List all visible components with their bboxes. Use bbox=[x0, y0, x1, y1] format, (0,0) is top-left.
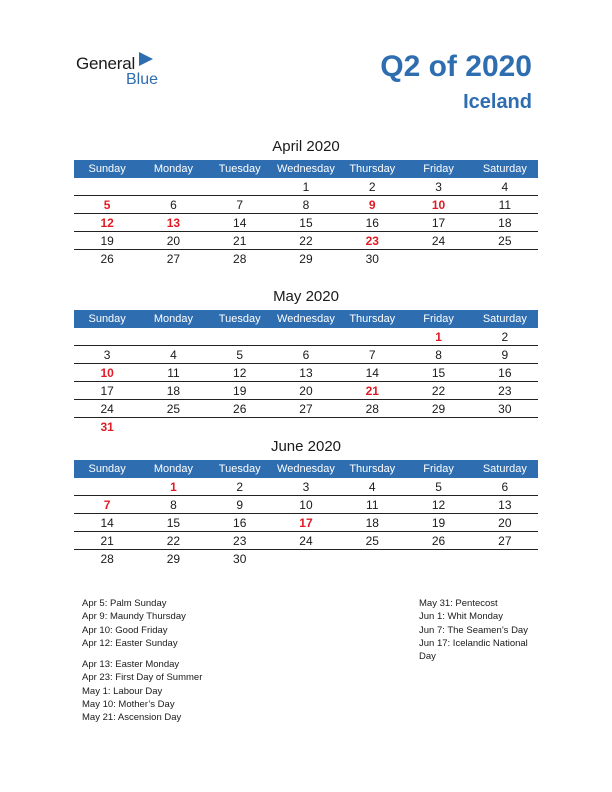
calendar-date: 24 bbox=[100, 402, 114, 416]
holiday-item: Apr 13: Easter Monday bbox=[82, 659, 180, 671]
weekday-label: Tuesday bbox=[218, 463, 261, 475]
calendar-date: 26 bbox=[100, 252, 114, 266]
holiday-item: May 10: Mother’s Day bbox=[82, 699, 175, 711]
calendar-date: 27 bbox=[498, 534, 512, 548]
holiday-list-right bbox=[419, 597, 528, 663]
calendar-date: 25 bbox=[365, 534, 379, 548]
calendar-date: 22 bbox=[431, 384, 446, 398]
calendar-date: 3 bbox=[103, 348, 111, 362]
calendar-date bbox=[472, 418, 538, 435]
month-title: June 2020 bbox=[270, 438, 342, 455]
calendar-date: 8 bbox=[435, 348, 442, 362]
weekday-label: Sunday bbox=[88, 313, 126, 325]
calendar-date: 21 bbox=[233, 234, 247, 248]
weekday-label: Thursday bbox=[349, 313, 396, 325]
weekday-label: Wednesday bbox=[277, 463, 335, 475]
week-row bbox=[74, 400, 538, 418]
calendar-date bbox=[405, 550, 471, 567]
weekday-label: Thursday bbox=[349, 463, 396, 475]
calendar-date bbox=[339, 418, 405, 435]
calendar-date bbox=[140, 328, 206, 345]
calendar-date bbox=[207, 418, 273, 435]
calendar-date: 2 bbox=[236, 480, 244, 494]
week-row bbox=[74, 250, 538, 267]
logo-text-blue: Blue bbox=[126, 71, 159, 88]
calendar-date: 7 bbox=[236, 198, 244, 212]
calendar-date bbox=[74, 328, 140, 345]
calendar-date: 17 bbox=[100, 384, 114, 398]
calendar-date: 27 bbox=[166, 252, 181, 266]
calendar-date: 2 bbox=[501, 330, 509, 344]
calendar-date: 15 bbox=[299, 216, 313, 230]
week-row bbox=[74, 364, 538, 382]
weekday-label: Wednesday bbox=[277, 313, 335, 325]
weekday-label: Monday bbox=[153, 313, 193, 325]
week-row bbox=[74, 514, 538, 532]
calendar-date: 24 bbox=[431, 234, 446, 248]
holiday-item: Jun 17: Icelandic National bbox=[419, 637, 528, 649]
month-title: April 2020 bbox=[272, 138, 340, 155]
calendar-date: 14 bbox=[233, 216, 247, 230]
calendar-date: 14 bbox=[365, 366, 379, 380]
holiday-item: Jun 7: The Seamen’s Day bbox=[419, 624, 528, 636]
calendar-date: 28 bbox=[100, 552, 114, 566]
calendar-date bbox=[339, 328, 405, 345]
weekday-label: Friday bbox=[423, 313, 454, 325]
calendar-date bbox=[140, 178, 206, 195]
holiday-item: Jun 1: Whit Monday bbox=[419, 611, 503, 623]
calendar-date bbox=[74, 478, 140, 495]
calendar-date: 15 bbox=[166, 516, 181, 530]
weekday-label: Sunday bbox=[88, 163, 126, 175]
calendar-date bbox=[140, 418, 206, 435]
month-calendar-june bbox=[74, 438, 538, 567]
calendar-date bbox=[472, 250, 538, 267]
week-row bbox=[74, 496, 538, 514]
calendar-date: 16 bbox=[233, 516, 247, 530]
calendar-date bbox=[74, 178, 140, 195]
calendar-date: 29 bbox=[299, 252, 313, 266]
calendar-date bbox=[405, 250, 471, 267]
calendar-date bbox=[273, 418, 339, 435]
week-row bbox=[74, 232, 538, 250]
calendar-date: 6 bbox=[501, 480, 509, 494]
weekday-label: Friday bbox=[423, 163, 454, 175]
month-calendar-april bbox=[74, 138, 538, 267]
weekday-header bbox=[74, 460, 538, 478]
calendar-date: 8 bbox=[302, 198, 310, 212]
calendar-date: 29 bbox=[166, 552, 181, 566]
calendar-date: 30 bbox=[365, 252, 379, 266]
weekday-label: Wednesday bbox=[277, 163, 335, 175]
calendar-date: 10 bbox=[299, 498, 313, 512]
calendar-date: 1 bbox=[302, 180, 310, 194]
holiday-item: Apr 12: Easter Sunday bbox=[82, 637, 178, 649]
calendar-date: 28 bbox=[365, 402, 379, 416]
country-name: Iceland bbox=[463, 91, 532, 113]
holiday-date: 23 bbox=[365, 234, 379, 248]
logo-text-general: General bbox=[76, 54, 136, 73]
weekday-label: Tuesday bbox=[218, 163, 261, 175]
weekday-label: Thursday bbox=[349, 163, 396, 175]
calendar-date: 20 bbox=[498, 516, 512, 530]
calendar-date: 21 bbox=[100, 534, 114, 548]
holiday-date: 1 bbox=[170, 480, 177, 494]
month-title: May 2020 bbox=[273, 288, 339, 305]
holiday-item: Apr 10: Good Friday bbox=[82, 624, 168, 636]
calendar-date: 2 bbox=[368, 180, 376, 194]
holiday-date: 1 bbox=[435, 330, 442, 344]
calendar-date: 15 bbox=[431, 366, 446, 380]
calendar-date: 6 bbox=[170, 198, 177, 212]
calendar-date: 25 bbox=[498, 234, 512, 248]
holiday-date: 17 bbox=[299, 516, 313, 530]
calendar-date: 6 bbox=[302, 348, 310, 362]
calendar-date bbox=[273, 328, 339, 345]
week-row bbox=[74, 196, 538, 214]
calendar-date: 9 bbox=[236, 498, 244, 512]
weekday-label: Sunday bbox=[88, 463, 126, 475]
holiday-item: Apr 5: Palm Sunday bbox=[82, 598, 167, 609]
holiday-date: 10 bbox=[100, 366, 114, 380]
holiday-date: 12 bbox=[100, 216, 114, 230]
week-row bbox=[74, 178, 538, 196]
calendar-date: 26 bbox=[233, 402, 247, 416]
calendar-date: 30 bbox=[498, 402, 512, 416]
calendar-date bbox=[339, 550, 405, 567]
calendar-date: 4 bbox=[368, 480, 376, 494]
holiday-item: Apr 9: Maundy Thursday bbox=[82, 611, 186, 623]
calendar-date: 18 bbox=[498, 216, 512, 230]
holiday-list-left bbox=[82, 597, 202, 725]
calendar-date: 19 bbox=[431, 516, 446, 530]
weekday-label: Monday bbox=[153, 463, 193, 475]
logo-flag-icon bbox=[139, 52, 153, 66]
calendar-date: 26 bbox=[431, 534, 446, 548]
quarter-title: Q2 of 2020 bbox=[380, 50, 532, 83]
weekday-label: Saturday bbox=[482, 163, 527, 175]
holiday-date: 13 bbox=[166, 216, 181, 230]
calendar-date: 19 bbox=[233, 384, 247, 398]
week-row bbox=[74, 418, 538, 435]
weekday-header bbox=[74, 160, 538, 178]
calendar-date: 12 bbox=[431, 498, 446, 512]
weekday-label: Friday bbox=[423, 463, 454, 475]
calendar-date: 22 bbox=[166, 534, 181, 548]
calendar-date: 25 bbox=[166, 402, 181, 416]
calendar-date: 5 bbox=[236, 348, 244, 362]
calendar-date: 9 bbox=[501, 348, 509, 362]
week-row bbox=[74, 328, 538, 346]
holiday-date: 21 bbox=[365, 384, 379, 398]
weekday-label: Saturday bbox=[482, 463, 527, 475]
calendar-date: 13 bbox=[498, 498, 512, 512]
holiday-date: 9 bbox=[368, 198, 376, 212]
calendar-date bbox=[207, 178, 273, 195]
calendar-date bbox=[472, 550, 538, 567]
calendar-date bbox=[405, 418, 471, 435]
calendar-date: 5 bbox=[435, 480, 442, 494]
calendar-date bbox=[207, 328, 273, 345]
weekday-label: Monday bbox=[153, 163, 193, 175]
month-calendar-may bbox=[74, 288, 538, 435]
week-row bbox=[74, 550, 538, 567]
calendar-date: 14 bbox=[100, 516, 114, 530]
calendar-date: 4 bbox=[170, 348, 177, 362]
holiday-date: 5 bbox=[103, 198, 111, 212]
calendar-date: 11 bbox=[498, 198, 512, 212]
week-row bbox=[74, 214, 538, 232]
calendar-date: 22 bbox=[299, 234, 313, 248]
holiday-item: Apr 23: First Day of Summer bbox=[82, 672, 203, 684]
calendar-date: 23 bbox=[233, 534, 247, 548]
calendar-date: 4 bbox=[501, 180, 509, 194]
calendar-date: 27 bbox=[299, 402, 313, 416]
week-row bbox=[74, 346, 538, 364]
calendar-date: 11 bbox=[366, 498, 379, 512]
week-row bbox=[74, 532, 538, 550]
weekday-label: Tuesday bbox=[218, 313, 261, 325]
calendar-date: 23 bbox=[498, 384, 512, 398]
calendar-date: 13 bbox=[299, 366, 313, 380]
calendar-date: 16 bbox=[498, 366, 512, 380]
calendar-date: 7 bbox=[368, 348, 376, 362]
holiday-item: May 21: Ascension Day bbox=[82, 712, 182, 724]
calendar-date: 30 bbox=[233, 552, 247, 566]
calendar-date: 3 bbox=[435, 180, 442, 194]
holiday-item: May 1: Labour Day bbox=[82, 685, 163, 697]
calendar-date: 11 bbox=[167, 366, 180, 380]
calendar-date: 20 bbox=[166, 234, 181, 248]
calendar-date: 18 bbox=[365, 516, 379, 530]
week-row bbox=[74, 478, 538, 496]
holiday-date: 7 bbox=[103, 498, 111, 512]
calendar-date: 29 bbox=[431, 402, 446, 416]
weekday-header bbox=[74, 310, 538, 328]
calendar-date: 12 bbox=[233, 366, 247, 380]
holiday-item: Day bbox=[419, 651, 436, 663]
calendar-date: 24 bbox=[299, 534, 313, 548]
calendar-date bbox=[273, 550, 339, 567]
calendar-date: 16 bbox=[365, 216, 379, 230]
holiday-item: May 31: Pentecost bbox=[419, 598, 498, 609]
holiday-date: 10 bbox=[431, 198, 446, 212]
calendar-date: 18 bbox=[166, 384, 181, 398]
calendar-date: 19 bbox=[100, 234, 114, 248]
calendar-date: 20 bbox=[299, 384, 313, 398]
holiday-date: 31 bbox=[100, 420, 114, 434]
calendar-date: 28 bbox=[233, 252, 247, 266]
calendar-date: 8 bbox=[170, 498, 177, 512]
weekday-label: Saturday bbox=[482, 313, 527, 325]
calendar-date: 17 bbox=[431, 216, 446, 230]
generalblue-logo bbox=[74, 50, 174, 90]
calendar-date: 3 bbox=[302, 480, 310, 494]
week-row bbox=[74, 382, 538, 400]
